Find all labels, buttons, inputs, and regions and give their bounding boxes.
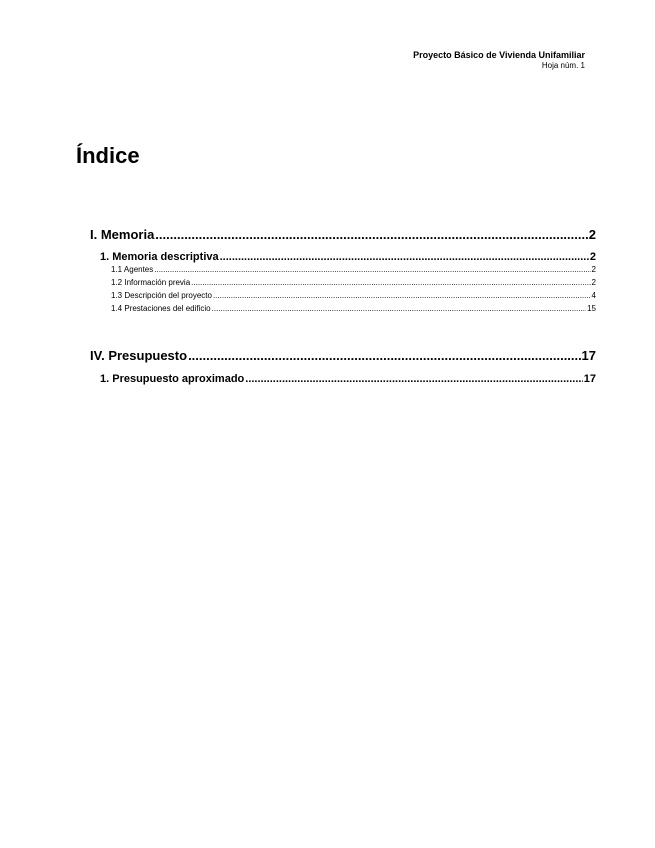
- toc-entry-label: 1.3 Descripción del proyecto: [111, 291, 212, 300]
- toc-entry-page: 17: [581, 348, 596, 363]
- toc-entry-label: 1.2 Información previa: [111, 278, 191, 287]
- toc-entry-page: 2: [589, 251, 596, 263]
- page-header: [413, 50, 585, 71]
- toc-leader-dots: [155, 227, 587, 243]
- toc-entry-label: 1. Presupuesto aproximado: [100, 373, 245, 385]
- toc-entry-page: 2: [588, 227, 596, 242]
- toc-entry-descripcion-proyecto[interactable]: [111, 290, 596, 302]
- toc-leader-dots: [212, 303, 586, 315]
- toc-entry-page: 4: [591, 291, 596, 300]
- toc-entry-page: 15: [587, 304, 596, 313]
- toc-leader-dots: [245, 372, 582, 386]
- toc-entry-informacion-previa[interactable]: [111, 277, 596, 289]
- toc-entry-label: 1. Memoria descriptiva: [100, 251, 219, 263]
- toc-leader-dots: [188, 348, 580, 364]
- toc-entry-label: 1.1 Agentes: [111, 265, 154, 274]
- toc-entry-label: I. Memoria: [90, 227, 155, 242]
- toc-entry-label: IV. Presupuesto: [90, 348, 188, 363]
- toc-leader-dots: [213, 290, 591, 302]
- toc-leader-dots: [191, 277, 590, 289]
- toc-entry-page: 2: [591, 265, 596, 274]
- toc-entry-memoria-descriptiva[interactable]: [100, 250, 596, 264]
- toc-leader-dots: [154, 264, 590, 276]
- toc-entry-memoria[interactable]: [90, 227, 596, 243]
- sheet-number: Hoja núm. 1: [541, 61, 585, 70]
- toc-entry-agentes[interactable]: [111, 264, 596, 276]
- toc-leader-dots: [220, 250, 589, 264]
- project-title: Proyecto Básico de Vivienda Unifamiliar: [413, 50, 585, 60]
- toc-entry-label: 1.4 Prestaciones del edificio: [111, 304, 211, 313]
- toc-entry-prestaciones-edificio[interactable]: [111, 303, 596, 315]
- toc-entry-presupuesto[interactable]: [90, 348, 596, 364]
- toc-entry-page: 2: [591, 278, 596, 287]
- page-title: Índice: [76, 143, 140, 168]
- toc-entry-presupuesto-aproximado[interactable]: [100, 372, 596, 386]
- toc-entry-page: 17: [583, 373, 596, 385]
